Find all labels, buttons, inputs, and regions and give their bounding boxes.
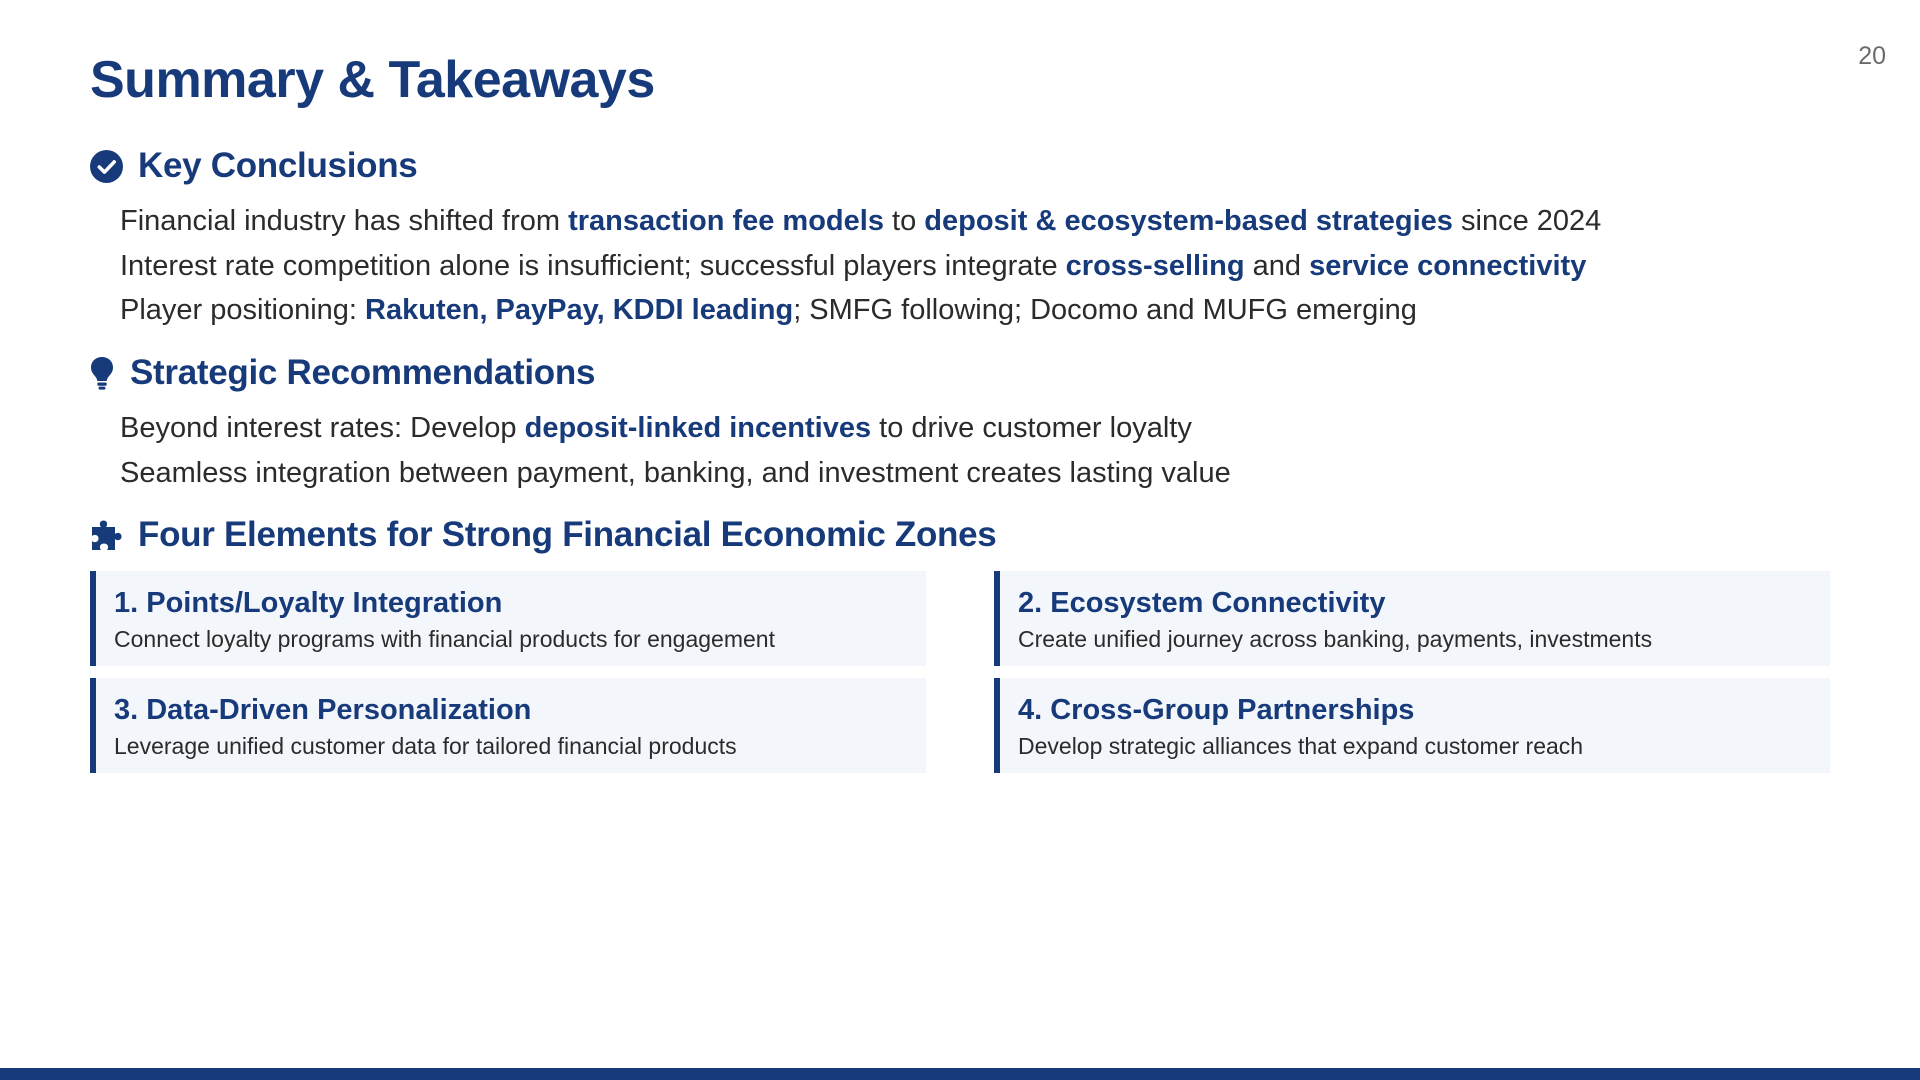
line-text: Financial industry has shifted from — [120, 205, 569, 237]
line-text: Interest rate competition alone is insufficient; successful players integrate — [120, 249, 1066, 282]
strategic-recommendations-list — [120, 406, 1850, 495]
highlight-text: Rakuten, PayPay, KDDI leading — [365, 294, 794, 326]
key-conclusions-title: Key Conclusions — [138, 146, 418, 185]
element-card-description: Develop strategic alliances that expand customer reach — [1018, 733, 1584, 759]
key-conclusions-header — [90, 141, 1850, 191]
puzzle-piece-icon — [90, 517, 124, 553]
line-text: since 2024 — [1452, 205, 1602, 237]
element-card-ecosystem-connectivity — [994, 571, 1830, 666]
element-card-title: 1. Points/Loyalty Integration — [114, 587, 503, 619]
line-text: Player positioning: — [120, 294, 366, 326]
four-elements-grid — [90, 571, 1830, 773]
highlight-text: deposit-linked incentives — [524, 412, 872, 444]
highlight-text: service connectivity — [1309, 249, 1587, 282]
page-title: Summary & Takeaways — [90, 51, 655, 109]
summary-line — [120, 406, 1850, 451]
line-text: to drive customer loyalty — [871, 412, 1192, 444]
element-card-title: 2. Ecosystem Connectivity — [1018, 587, 1386, 619]
element-card-description: Leverage unified customer data for tailored financial products — [114, 733, 737, 759]
four-elements-header — [90, 510, 1850, 560]
element-card-points-loyalty — [90, 571, 926, 666]
element-card-cross-group-partnerships — [994, 678, 1830, 773]
summary-line — [120, 244, 1850, 289]
highlight-text: cross-selling — [1065, 249, 1245, 282]
strategic-recommendations-section — [90, 348, 1850, 495]
line-text: Seamless integration between payment, banking, and investment creates lasting value — [120, 456, 1231, 489]
strategic-recommendations-header — [90, 348, 1850, 398]
bottom-accent-bar — [0, 1068, 1920, 1080]
line-text: Beyond interest rates: Develop — [120, 412, 525, 444]
element-card-title: 3. Data-Driven Personalization — [114, 694, 532, 726]
element-card-data-personalization — [90, 678, 926, 773]
element-card-title: 4. Cross-Group Partnerships — [1018, 694, 1415, 726]
four-elements-title: Four Elements for Strong Financial Economic Zones — [138, 515, 997, 554]
element-card-description: Create unified journey across banking, payments, investments — [1018, 626, 1653, 652]
strategic-recommendations-title: Strategic Recommendations — [130, 353, 596, 392]
highlight-text: deposit & ecosystem-based strategies — [924, 205, 1453, 237]
summary-line — [120, 288, 1850, 333]
key-conclusions-list — [120, 199, 1850, 333]
key-conclusions-section — [90, 141, 1850, 333]
page-number: 20 — [1858, 42, 1886, 70]
four-elements-section — [90, 510, 1850, 560]
element-card-description: Connect loyalty programs with financial products for engagement — [114, 626, 775, 652]
summary-line — [120, 199, 1850, 244]
line-text: ; SMFG following; Docomo and MUFG emerging — [793, 294, 1417, 326]
lightbulb-icon — [90, 355, 116, 391]
line-text: to — [883, 205, 925, 237]
check-circle-icon — [90, 148, 124, 184]
summary-line — [120, 451, 1850, 496]
line-text: and — [1244, 249, 1310, 282]
highlight-text: transaction fee models — [568, 205, 884, 237]
